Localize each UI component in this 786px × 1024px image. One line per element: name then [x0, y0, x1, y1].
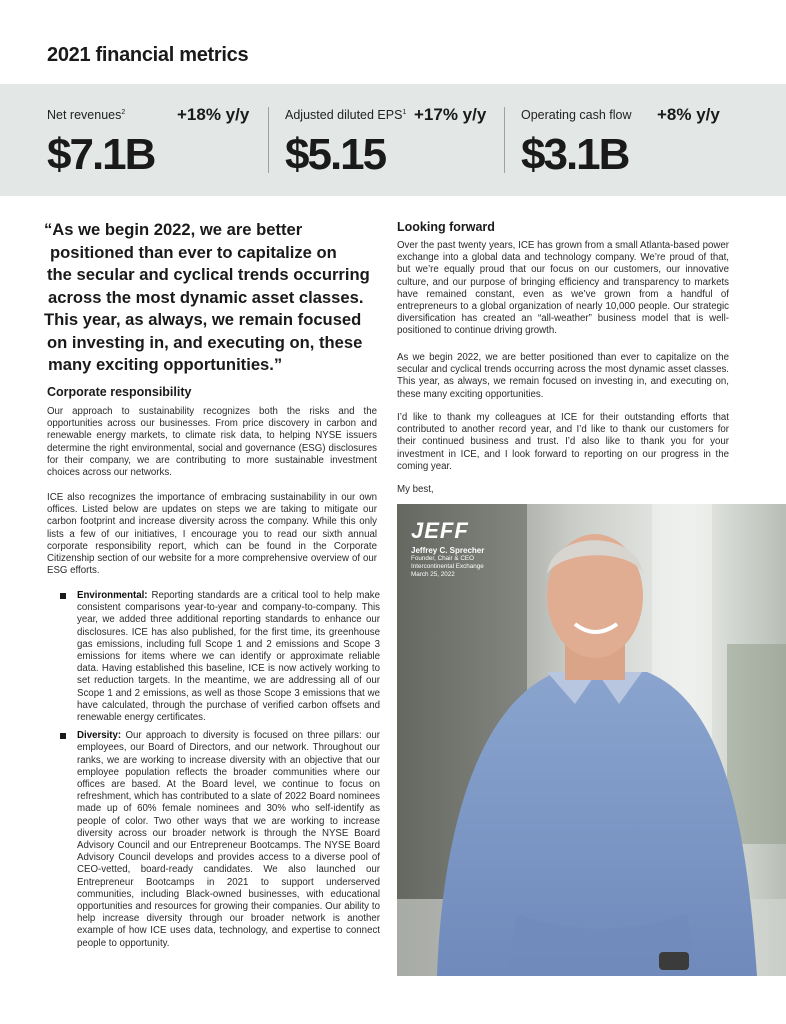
quote-line: “As we begin 2022, we are better — [44, 220, 303, 239]
bullet-text: Reporting standards are a critical tool to help make consistent comparisons year-to-year and company-to-company. This year, we added three additional reporting standards to enhance our disclosures. ICE has also published, for the first time, its greenhouse gas emissions, including full Scope 1 and 2 emissions and Scope 3 emissions for items where we can identify or approximate reliable data. Having established this baseline, ICE is now actively working to set reduction targets. In the meantime, we are addressing all of our Scope 1 and 2 emissions, as well as those Scope 3 emissions that we have calculated, through the purchase of verified carbon offsets and renewable energy certificates. — [77, 590, 380, 724]
square-bullet-icon — [60, 733, 66, 739]
corporate-paragraph-1: Our approach to sustainability recognizes both the risks and the opportunities across our businesses. From price discovery in carbon and renewable energy markets, to climate risk data, to helping NYSE issuers determine the right environmental, social and governance (ESG) disclosures for their company, we are contributing to more sustainable investment choices across our networks. — [47, 406, 377, 479]
metric-adjusted-eps — [285, 84, 495, 196]
metric-change: +17% y/y — [414, 105, 487, 124]
forward-paragraph-3: I’d like to thank my colleagues at ICE for their outstanding efforts that contributed to another record year, and I’d like to thank our customers for their continued business and trust. I’d also like to thank you for your investment in ICE, and I look forward to reporting on our progress in the coming year. — [397, 412, 729, 472]
metric-divider — [268, 107, 269, 173]
forward-paragraph-1: Over the past twenty years, ICE has grown from a small Atlanta-based power exchange into a global data and technology company. We’re proud of that, but we’re equally proud that our focus on our customers, our innovative culture, and our purpose of bringing efficiency and transparency to markets have remained constant, even as we’ve grown from a handful of entrepreneurs to a global organization of nearly 10,000 people. Our strategic diversification has created an “all-weather” business model that is well-positioned to continue driving growth. — [397, 240, 729, 337]
pull-quote — [44, 219, 384, 377]
signature-mark: JEFF — [411, 518, 469, 543]
bullet-title: Diversity: — [77, 730, 122, 742]
list-item — [60, 730, 380, 950]
forward-paragraph-2: As we begin 2022, we are better positioned than ever to capitalize on the secular and cyclical trends occurring across the most dynamic asset classes. This year, as always, we remain focused on investing in, and executing on, these many exciting opportunities. — [397, 352, 729, 400]
corporate-responsibility-heading: Corporate responsibility — [47, 385, 192, 399]
signature-company: Intercontinental Exchange — [411, 563, 484, 570]
quote-line: This year, as always, we remain focused — [44, 310, 362, 329]
bullet-text: Our approach to diversity is focused on three pillars: our employees, our Board of Directors, and our network. Throughout our ranks, we are working to increase diversity with an objective that our employee population reflects the broader communities where our offices are based. At the Board level, we continue to focus on refreshment, which has contributed to a slate of 2022 Board nominees made up of 60% female nominees and 30% who self-identify as people of color. Two other ways that we are working to increase diversity across our broader network is through the NYSE Board Advisory Council and our Entrepreneur Bootcamps. The NYSE Board Advisory Council develops and provides access to a diverse pool of CEO-vetted, board-ready candidates. We also launched our Entrepreneur Bootcamps in 2021 to support underserved communities, including Black-owned businesses, with educational opportunities and resources for growing their companies. Our ability to help increase diversity through our broader network is another example of how ICE uses data, technology, and expertise to connect people to opportunity. — [77, 730, 380, 949]
signature-title: Founder, Chair & CEO — [411, 555, 474, 562]
esg-bullet-list — [60, 590, 380, 956]
ceo-portrait-photo — [397, 504, 786, 976]
metric-value: $7.1B — [47, 130, 155, 179]
metric-label: Net revenues$^2$ — [47, 108, 126, 122]
metric-net-revenues — [47, 84, 255, 196]
looking-forward-heading: Looking forward — [397, 220, 495, 234]
quote-line: many exciting opportunities.” — [48, 355, 283, 374]
signature-block — [411, 518, 484, 579]
quote-line: the secular and cyclical trends occurring — [47, 265, 370, 284]
metric-change: +18% y/y — [177, 105, 250, 124]
quote-line: positioned than ever to capitalize on — [50, 242, 337, 262]
metrics-band — [0, 84, 786, 196]
bullet-title: Environmental: — [77, 590, 148, 601]
closing-line: My best, — [397, 484, 434, 495]
corporate-paragraph-2: ICE also recognizes the importance of embracing sustainability in our own offices. Listed below are updates on steps we are taking to mitigate our carbon footprint and increase diversity across the company. While this only lists a few of our initiatives, I encourage you to read our sixth annual corporate responsibility report, which can be found in the Corporate Citizenship section of our website for a more comprehensive overview of our ESG efforts. — [47, 492, 377, 577]
metric-value: $3.1B — [521, 130, 629, 179]
signature-date: March 25, 2022 — [411, 571, 455, 578]
quote-line: across the most dynamic asset classes. — [48, 287, 364, 307]
metric-divider — [504, 107, 505, 173]
metric-change: +8% y/y — [657, 105, 720, 124]
square-bullet-icon — [60, 593, 66, 599]
page-title: 2021 financial metrics — [47, 44, 249, 66]
list-item — [60, 590, 380, 724]
metric-label: Operating cash flow — [521, 108, 632, 122]
quote-line: on investing in, and executing on, these — [47, 332, 363, 352]
metric-label: Adjusted diluted EPS$^1$ — [285, 108, 407, 122]
metric-operating-cash-flow — [521, 84, 736, 196]
signature-name: Jeffrey C. Sprecher — [411, 546, 485, 555]
metric-value: $5.15 — [285, 130, 386, 179]
